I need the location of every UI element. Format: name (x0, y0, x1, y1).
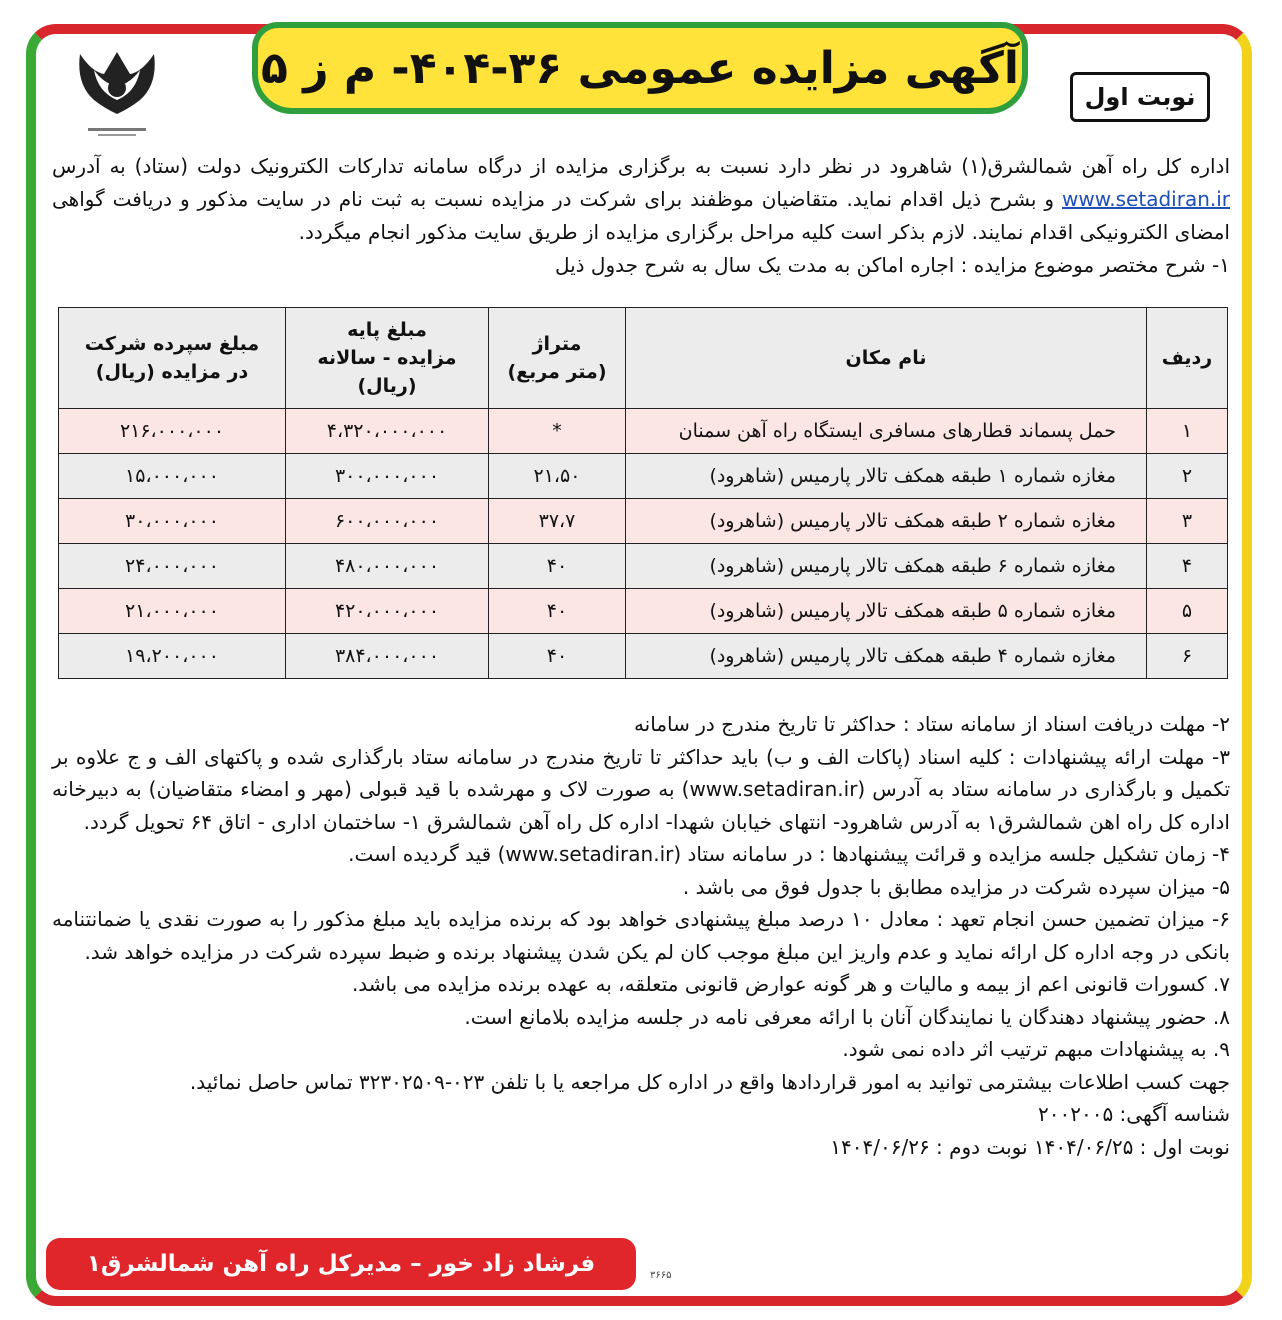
item-8: ۸. حضور پیشنهاد دهندگان یا نمایندگان آنان با ارائه معرفی نامه در جلسه مزایده بلامانع است. (464, 1004, 1230, 1029)
page-title: آگهی مزایده عمومی ۳۶-۴۰۴- م ز ۵ (261, 42, 1019, 94)
item-6: ۶- میزان تضمین حسن انجام تعهد : معادل ۱۰ درصد مبلغ پیشنهادی خواهد بود که برنده مزایده باید مبلغ مذکور را به صورت نقدی یا ضمانتنامه بانکی در وجه اداره کل ارائه نماید و عدم واریز این مبلغ موجب کان لم یکن شدن پیشنهاد برنده و ضبط سپرده شرکت در مزایده خواهد شد. (52, 907, 1231, 964)
item-2: ۲- مهلت دریافت اسناد از سامانه ستاد : حداکثر تا تاریخ مندرج در سامانه (633, 712, 1230, 736)
item-9: ۹. به پیشنهادات مبهم ترتیب اثر داده نمی شود. (842, 1037, 1230, 1061)
table-row: ۱ حمل پسماند قطارهای مسافری ایستگاه راه آهن سمنان * ۴،۳۲۰،۰۰۰،۰۰۰ ۲۱۶،۰۰۰،۰۰۰ (59, 409, 1228, 454)
conditions-text (52, 708, 1230, 1163)
title-banner (252, 22, 1028, 114)
intro-paragraph (52, 150, 1230, 282)
signature-banner: فرشاد زاد خور – مدیرکل راه آهن شمالشرق۱ (46, 1238, 636, 1290)
ad-id: شناسه آگهی: ۲۰۰۲۰۰۵ (1038, 1102, 1230, 1126)
header-base-price: مبلغ پایه مزایده - سالانه (ریال) (286, 308, 489, 409)
contact-info: جهت کسب اطلاعات بیشترمی توانید به امور قراردادها واقع در اداره کل مراجعه یا با تلفن ۰۲۳-۳۲۳۰۲۵۰۹ تماس حاصل نمائید. (189, 1069, 1230, 1094)
table-row: ۴ مغازه شماره ۶ طبقه همکف تالار پارمیس (شاهرود) ۴۰ ۴۸۰،۰۰۰،۰۰۰ ۲۴،۰۰۰،۰۰۰ (59, 544, 1228, 589)
table-row: ۵ مغازه شماره ۵ طبقه همکف تالار پارمیس (شاهرود) ۴۰ ۴۲۰،۰۰۰،۰۰۰ ۲۱،۰۰۰،۰۰۰ (59, 589, 1228, 634)
header-area: متراژ (متر مربع) (489, 308, 626, 409)
setadiran-link[interactable]: www.setadiran.ir (1062, 187, 1231, 211)
item-1: ۱- شرح مختصر موضوع مزایده : اجاره اماکن به مدت یک سال به شرح جدول ذیل (554, 253, 1230, 277)
auction-table-wrap (58, 307, 1228, 679)
table-row: ۳ مغازه شماره ۲ طبقه همکف تالار پارمیس (شاهرود) ۳۷،۷ ۶۰۰،۰۰۰،۰۰۰ ۳۰،۰۰۰،۰۰۰ (59, 499, 1228, 544)
item-4: ۴- زمان تشکیل جلسه مزایده و قرائت پیشنهادها : در سامانه ستاد (www.setadiran.ir) قید گردیده است. (348, 842, 1230, 866)
item-5: ۵- میزان سپرده شرکت در مزایده مطابق با جدول فوق می باشد . (682, 874, 1230, 899)
header-deposit: مبلغ سپرده شرکت در مزایده (ریال) (59, 308, 286, 409)
round-badge: نوبت اول (1070, 72, 1210, 122)
intro-text: اداره کل راه آهن شمالشرق(۱) شاهرود در نظر دارد نسبت به برگزاری مزایده از درگاه سامانه تدارکات الکترونیک دولت (ستاد) به آدرس www.setadiran.ir و بشرح ذیل اقدام نماید. متقاضیان موظفند برای شرکت در مزایده نسبت به ثبت نام در سایت مذکور و دریافت گواهی امضای الکترونیکی اقدام نمایند. لازم بذکر است کلیه مراحل برگزاری مزایده از طریق سایت مذکور انجام میگردد. (52, 154, 1231, 244)
railway-logo-icon (74, 44, 160, 144)
header-place: نام مکان (626, 308, 1147, 409)
table-row: ۶ مغازه شماره ۴ طبقه همکف تالار پارمیس (شاهرود) ۴۰ ۳۸۴،۰۰۰،۰۰۰ ۱۹،۲۰۰،۰۰۰ (59, 634, 1228, 679)
item-7: ۷. کسورات قانونی اعم از بیمه و مالیات و هر گونه عوارض قانونی متعلقه، به عهده برنده مزایده می باشد. (351, 972, 1230, 996)
table-row: ۲ مغازه شماره ۱ طبقه همکف تالار پارمیس (شاهرود) ۲۱،۵۰ ۳۰۰،۰۰۰،۰۰۰ ۱۵،۰۰۰،۰۰۰ (59, 454, 1228, 499)
header-row-number: ردیف (1147, 308, 1228, 409)
auction-table (58, 307, 1228, 679)
table-header-row (59, 308, 1228, 409)
publish-dates: نوبت اول : ۱۴۰۴/۰۶/۲۵ نوبت دوم : ۱۴۰۴/۰۶/۲۶ (830, 1134, 1230, 1159)
ad-code: ۳۶۶۵ (650, 1270, 672, 1281)
item-3: ۳- مهلت ارائه پیشنهادات : کلیه اسناد (پاکات الف و ب) باید حداکثر تا تاریخ مندرج در سامانه ستاد بارگذاری شده و پاکتهای الف و ج علاوه بر تکمیل و بارگذاری در سامانه ستاد به آدرس (www.setadiran.ir) به صورت لاک و مهرشده با قید قبولی (مهر و امضاء متقاضیان) به دبیرخانه اداره کل راه اهن شمالشرق۱ به آدرس شاهرود- انتهای خیابان شهدا- اداره کل راه آهن شمالشرق ۱- ساختمان اداری - اتاق ۶۴ تحویل گردد. (52, 744, 1231, 834)
